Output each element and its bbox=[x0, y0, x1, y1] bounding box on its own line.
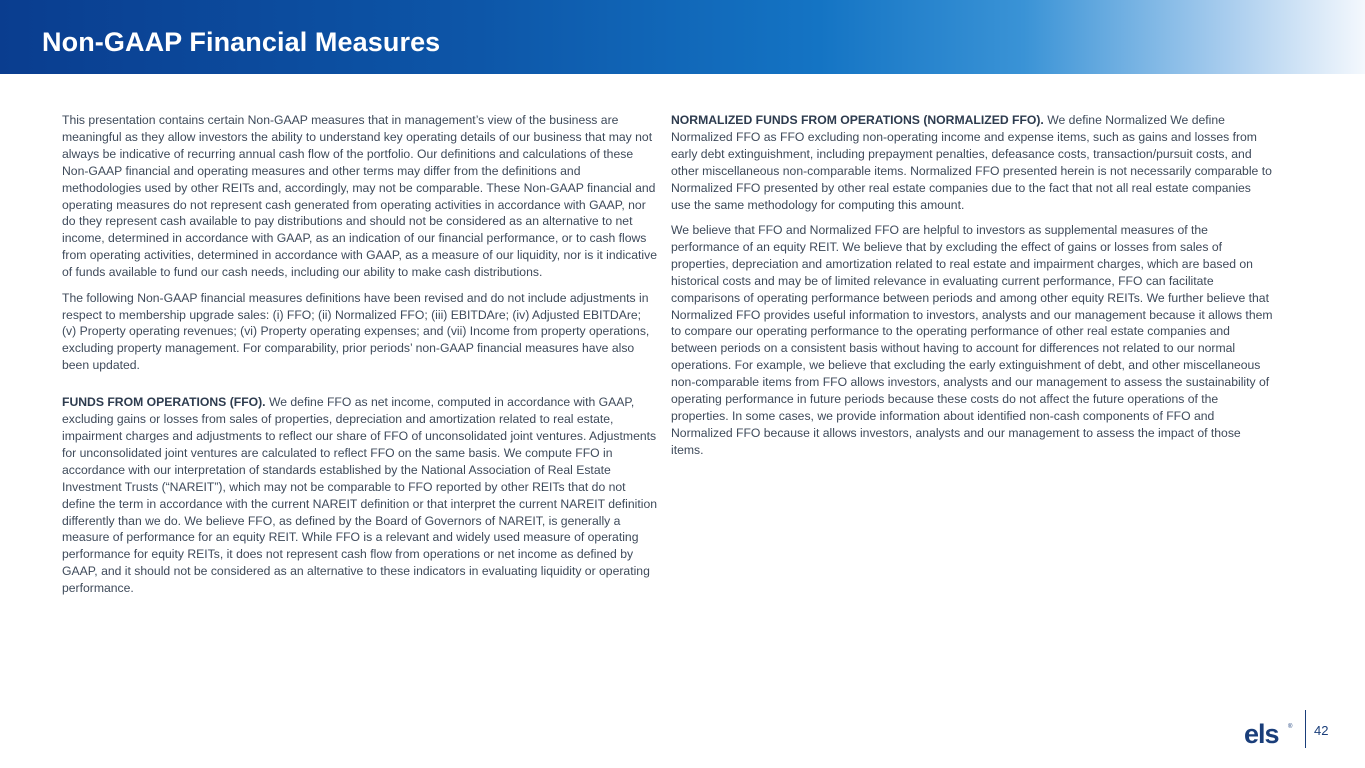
revision-paragraph: The following Non-GAAP financial measures definitions have been revised and do not include adjustments in respect to membership upgrade sales: (i) FFO; (ii) Normalized FFO; (iii) EBITDAre; (iv) Adjusted EBITDAre; (v) Property operating revenues; (vi) Property operating expenses; and (vii) Income from property operations, excluding property management. For comparability, prior periods’ non-GAAP financial measures have also been updated. bbox=[62, 290, 650, 373]
right-column bbox=[671, 112, 1273, 467]
normalized-ffo-heading: NORMALIZED FUNDS FROM OPERATIONS (NORMALIZED FFO). bbox=[671, 113, 1044, 127]
ffo-body: We define FFO as net income, computed in accordance with GAAP, excluding gains or losses from sales of properties, depreciation and amortization related to real estate, impairment charges and adjustments to reflect our share of FFO of unconsolidated joint ventures. Adjustments for unconsolidated joint ventures are calculated to reflect FFO on the same basis. We compute FFO in accordance with our interpretation of standards established by the National Association of Real Estate Investment Trusts (“NAREIT”), which may not be comparable to FFO reported by other REITs that do not define the term in accordance with the current NAREIT definition or that interpret the current NAREIT definition differently than we do. We believe FFO, as defined by the Board of Governors of NAREIT, is generally a measure of performance for an equity REIT. While FFO is a relevant and widely used measure of operating performance for equity REITs, it does not represent cash flow from operations or net income as defined by GAAP, and it should not be considered as an alternative to these indicators in evaluating liquidity or operating performance. bbox=[62, 395, 658, 596]
logo-registered-mark: ® bbox=[1288, 724, 1293, 730]
ffo-heading: FUNDS FROM OPERATIONS (FFO). bbox=[62, 395, 266, 410]
footer-divider bbox=[1305, 710, 1306, 748]
page-number: 42 bbox=[1314, 723, 1329, 738]
header-banner bbox=[0, 0, 1365, 74]
intro-paragraph: This presentation contains certain Non-GAAP measures that in management’s view of the business are meaningful as they allow investors the ability to understand key operating details of our business that may not always be indicative of recurring annual cash flow of the portfolio. Our definitions and calculations of these Non-GAAP financial and operating measures and other terms may differ from the definitions and methodologies used by other REITs and, accordingly, may not be comparable. These Non-GAAP financial and operating measures do not represent cash generated from operating activities in accordance with GAAP, nor do they represent cash available to pay distributions and should not be considered as an alternative to net income, determined in accordance with GAAP, as an indication of our financial performance, or to cash flows from operating activities, determined in accordance with GAAP, as a measure of our liquidity, nor is it indicative of funds available to fund our cash needs, including our ability to make cash distributions. bbox=[62, 113, 657, 280]
ffo-definition bbox=[62, 394, 658, 597]
logo-text: els bbox=[1244, 719, 1279, 748]
els-logo bbox=[1244, 718, 1296, 748]
page-title: Non-GAAP Financial Measures bbox=[42, 27, 441, 57]
normalized-ffo-definition bbox=[671, 112, 1273, 213]
normalized-ffo-body: We define Normalized We define Normalized FFO as FFO excluding non-operating income and expense items, such as gains and losses from early debt extinguishment, including prepayment penalties, defeasance costs, transaction/pursuit costs, and other miscellaneous non-comparable items. Normalized FFO presented herein is not necessarily comparable to Normalized FFO presented by other real estate companies due to the fact that not all real estate companies use the same methodology for computing this amount. bbox=[671, 113, 1272, 212]
left-column bbox=[62, 112, 658, 606]
ffo-usefulness-paragraph: We believe that FFO and Normalized FFO are helpful to investors as supplemental measures of the performance of an equity REIT. We believe that by excluding the effect of gains or losses from sales of properties, depreciation and amortization related to real estate and impairment charges, which are based on historical costs and may be of limited relevance in evaluating current performance, FFO can facilitate comparisons of operating performance between periods and among other equity REITs. We further believe that Normalized FFO provides useful information to investors, analysts and our management because it allows them to compare our operating performance to the operating performance of other real estate companies and between periods on a consistent basis without having to account for differences not related to our normal operations. For example, we believe that excluding the early extinguishment of debt, and other miscellaneous non-comparable items from FFO allows investors, analysts and our management to assess the sustainability of operating performance in future periods because these costs do not affect the future operations of the properties. In some cases, we provide information about identified non-cash components of FFO and Normalized FFO because it allows investors, analysts and our management to assess the impact of those items. bbox=[671, 223, 1273, 457]
